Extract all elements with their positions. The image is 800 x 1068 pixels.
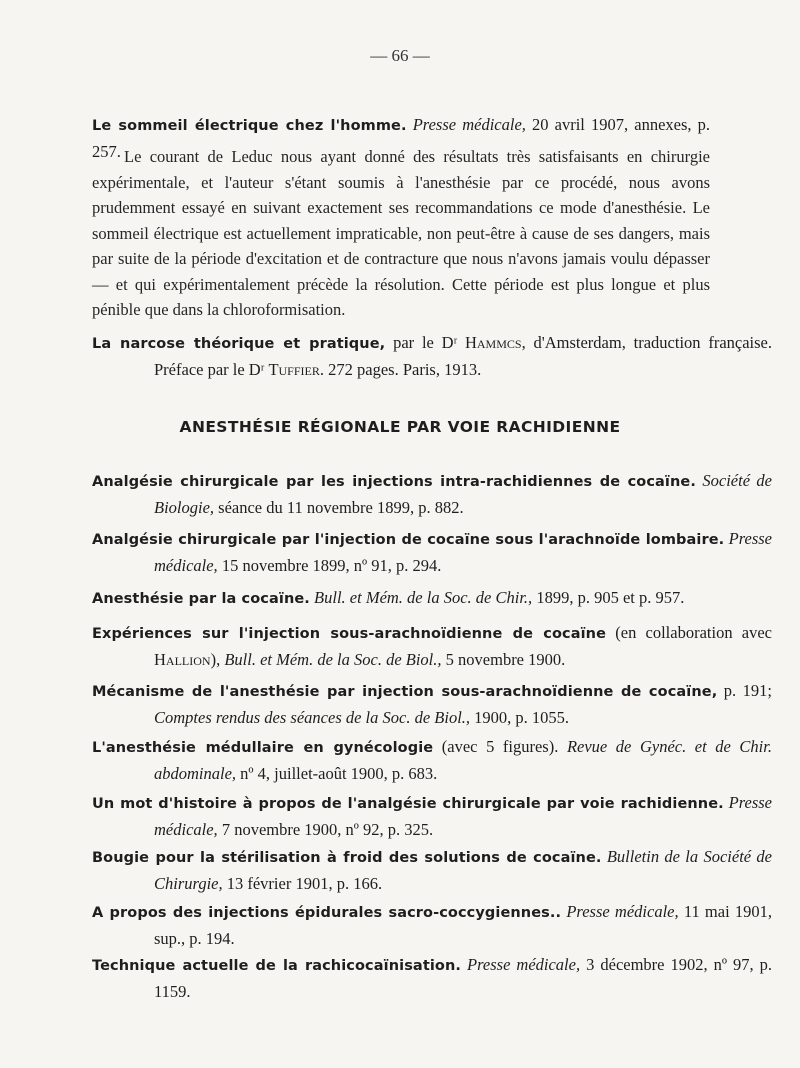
entry-details: 7 novembre 1900, nº 92, p. 325.: [217, 820, 434, 839]
bibliography-entry: [92, 734, 772, 786]
entry-title: Analgésie chirurgicale par les injections intra-rachidiennes de cocaïne.: [92, 474, 696, 490]
entry-details: 13 février 1901, p. 166.: [222, 874, 383, 893]
bibliography-entry-narcose: [92, 330, 772, 382]
section-heading: ANESTHÉSIE RÉGIONALE PAR VOIE RACHIDIENNE: [179, 418, 621, 436]
entry-title: Bougie pour la stérilisation à froid des solutions de cocaïne.: [92, 850, 602, 866]
entry-title: Expériences sur l'injection sous-arachnoïdienne de cocaïne: [92, 626, 607, 642]
entry-title: Anesthésie par la cocaïne.: [92, 591, 310, 607]
entry-source: Société de Biologie,: [154, 471, 773, 517]
entry-title: Mécanisme de l'anesthésie par injection sous-arachnoïdienne de cocaïne,: [92, 684, 718, 700]
entry-source: Bulletin de la Société de Chirurgie,: [154, 847, 772, 893]
entry-text: , d'Amsterdam, traduction française. Préface par le Dʳ: [154, 333, 773, 379]
entry-title: A propos des injections épidurales sacro-coccygiennes..: [92, 905, 562, 921]
entry-details: 1899, p. 905 et p. 957.: [532, 588, 685, 607]
entry-source: Bull. et Mém. de la Soc. de Chir.,: [314, 588, 533, 607]
bibliography-entry: [92, 585, 772, 612]
entry-title: La narcose théorique et pratique,: [92, 336, 386, 352]
entry-source: Comptes rendus des séances de la Soc. de Biol.,: [154, 708, 471, 727]
entry-details: 3 décembre 1902, nº 97, p. 1159.: [154, 955, 773, 1001]
entry-source: Revue de Gynéc. et de Chir. abdominale,: [154, 737, 772, 783]
bibliography-entry: [92, 899, 772, 951]
bibliography-entry: [92, 526, 772, 578]
bibliography-entry: [92, 620, 772, 672]
entry-title: Un mot d'histoire à propos de l'analgésie chirurgicale par voie rachidienne.: [92, 796, 724, 812]
entry-details: 5 novembre 1900.: [441, 650, 566, 669]
entry-text: p. 191;: [717, 681, 772, 700]
entry-title: Le sommeil électrique chez l'homme.: [92, 118, 407, 134]
collaborator-name: Hallion: [154, 650, 211, 669]
entry-source: Presse médicale,: [154, 793, 773, 839]
entry-text: par le Dʳ: [385, 333, 465, 352]
entry-source: Presse médicale,: [566, 902, 679, 921]
entry-source: Presse médicale,: [154, 529, 772, 575]
preface-author-name: Tuffier: [268, 360, 320, 379]
bibliography-entry: [92, 790, 772, 842]
entry-text: ),: [210, 650, 225, 669]
entry-text: (en collaboration avec: [606, 623, 773, 642]
author-name: Hammcs: [464, 333, 522, 352]
entry-text: (avec 5 figures).: [433, 737, 567, 756]
entry-details: 15 novembre 1899, nº 91, p. 294.: [217, 556, 442, 575]
bibliography-entry: [92, 952, 772, 1004]
body-paragraph: Le courant de Leduc nous ayant donné des résultats très satisfaisants en chirurgie expérimentale, et l'auteur s'étant soumis à l'anesthésie par ce procédé, nous avons prudemment essayé en suivant exactement ses recommandations ce mode d'anesthésie. Le sommeil électrique est actuellement impraticable, non peut-être à cause de ses dangers, mais par suite de la période d'excitation et de contracture que nous n'avons jamais voulu dépasser — et qui expérimentalement précède la résolution. Cette période est plus longue et plus pénible que dans la chloroformisation.: [92, 147, 710, 319]
entry-details: 1900, p. 1055.: [470, 708, 570, 727]
entry-title: Analgésie chirurgicale par l'injection de cocaïne sous l'arachnoïde lombaire.: [92, 532, 725, 548]
entry-source: Presse médicale,: [467, 955, 581, 974]
bibliography-entry: [92, 844, 772, 896]
entry-details: . 272 pages. Paris, 1913.: [319, 360, 482, 379]
entry-title: L'anesthésie médullaire en gynécologie: [92, 740, 434, 756]
entry-source: Bull. et Mém. de la Soc. de Biol.,: [224, 650, 442, 669]
page-number: — 66 —: [370, 46, 430, 65]
bibliography-entry: [92, 678, 772, 730]
entry-details: 20 avril 1907, annexes, p. 257.: [92, 115, 710, 161]
bibliography-entry: [92, 468, 772, 520]
entry-title: Technique actuelle de la rachicocaïnisation.: [92, 958, 462, 974]
entry-details: nº 4, juillet-août 1900, p. 683.: [236, 764, 438, 783]
entry-details: 11 mai 1901, sup., p. 194.: [154, 902, 773, 948]
entry-source: Presse médicale,: [412, 115, 526, 134]
entry-details: séance du 11 novembre 1899, p. 882.: [214, 498, 464, 517]
